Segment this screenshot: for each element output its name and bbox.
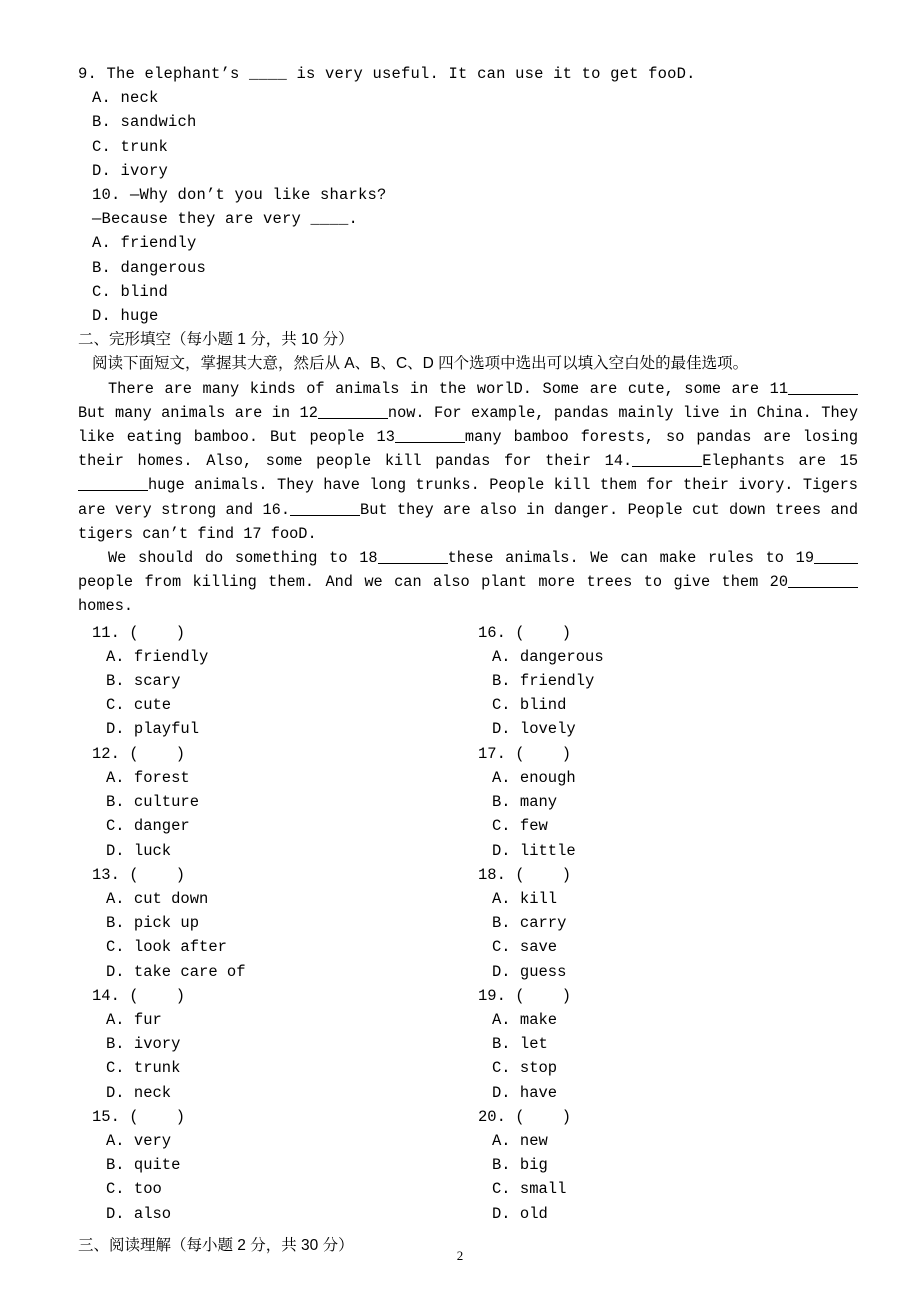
cloze-12-option-d: D. luck <box>106 841 172 860</box>
cloze-19-option-b: B. let <box>492 1035 548 1054</box>
passage-text-6: huge animals. They have long trunks. People kill them for their ivory. Tigers are very strong and 16. <box>78 476 858 519</box>
cloze-15-option-a: A. very <box>106 1131 172 1150</box>
cloze-options-left-column <box>78 621 468 1226</box>
cloze-14-option-c: C. trunk <box>106 1059 181 1078</box>
cloze-passage-paragraph-1 <box>62 377 858 546</box>
cloze-20-option-b: B. big <box>492 1156 548 1175</box>
passage-blank-16 <box>290 515 360 516</box>
passage-text-1: There are many kinds of animals in the worlD. Some are cute, some are 11 <box>108 379 788 398</box>
question-10-option-c: C. blind <box>92 282 169 301</box>
cloze-20-option-d: D. old <box>492 1204 548 1223</box>
cloze-17-option-a: A. enough <box>492 768 576 787</box>
passage-text-10: people from killing them. And we can also plant more trees to give them 20 <box>78 573 788 592</box>
cloze-16-option-b: B. friendly <box>492 672 595 691</box>
cloze-14-option-b: B. ivory <box>106 1035 181 1054</box>
passage-text-5: Elephants are 15 <box>702 452 858 471</box>
cloze-18-option-a: A. kill <box>492 889 558 908</box>
cloze-options-columns <box>62 621 858 1226</box>
page-number: 2 <box>456 1248 464 1263</box>
passage-text-4: many bamboo forests, so pandas are losing their homes. Also, some people kill pandas for their 14. <box>78 428 858 471</box>
cloze-question-13-number: 13. ( ) <box>92 865 186 884</box>
cloze-19-option-c: C. stop <box>492 1059 558 1078</box>
section-2-instruction: 阅读下面短文，掌握其大意，然后从 A、B、C、D 四个选项中选出可以填入空白处的最佳选项。 <box>92 355 749 373</box>
question-10-option-d: D. huge <box>92 307 159 326</box>
cloze-17-option-b: B. many <box>492 793 558 812</box>
cloze-question-20-number: 20. ( ) <box>478 1107 572 1126</box>
passage-blank-20 <box>788 587 858 588</box>
cloze-11-option-d: D. playful <box>106 720 200 739</box>
cloze-16-option-c: C. blind <box>492 696 567 715</box>
cloze-18-option-c: C. save <box>492 938 558 957</box>
cloze-11-option-a: A. friendly <box>106 647 209 666</box>
passage-text-2: But many animals are in 12 <box>78 403 318 422</box>
cloze-17-option-c: C. few <box>492 817 548 836</box>
passage-text-9: these animals. We can make rules to 19 <box>447 549 815 568</box>
question-9-stem: 9. The elephant’s ____ is very useful. It can use it to get fooD. <box>78 65 696 83</box>
cloze-question-16-number: 16. ( ) <box>478 623 572 642</box>
passage-text-8: We should do something to 18 <box>108 549 378 568</box>
passage-text-11: homes. <box>78 597 134 616</box>
passage-blank-19 <box>814 563 858 564</box>
cloze-19-option-a: A. make <box>492 1010 558 1029</box>
passage-text-3: now. For example, pandas mainly live in China. They like eating bamboo. But people 13 <box>78 403 858 447</box>
cloze-18-option-b: B. carry <box>492 914 567 933</box>
question-9-option-b: B. sandwich <box>92 113 197 132</box>
question-10-stem: 10. —Why don’t you like sharks? <box>92 186 387 205</box>
cloze-passage-paragraph-2 <box>62 546 858 619</box>
cloze-12-option-b: B. culture <box>106 793 200 812</box>
cloze-15-option-d: D. also <box>106 1204 172 1223</box>
passage-blank-18 <box>378 563 448 564</box>
cloze-15-option-b: B. quite <box>106 1156 181 1175</box>
question-9-option-d: D. ivory <box>92 161 169 180</box>
cloze-question-19-number: 19. ( ) <box>478 986 572 1005</box>
passage-blank-11 <box>788 394 858 395</box>
question-9-option-a: A. neck <box>92 89 159 108</box>
question-10-stem-line2: —Because they are very ____. <box>92 210 359 229</box>
cloze-question-15-number: 15. ( ) <box>92 1107 186 1126</box>
passage-blank-14 <box>632 466 702 467</box>
passage-text-7: But they are also in danger. People cut down trees and tigers can’t find 17 fooD. <box>78 500 859 543</box>
cloze-question-17-number: 17. ( ) <box>478 744 572 763</box>
passage-blank-15 <box>78 490 148 491</box>
cloze-question-18-number: 18. ( ) <box>478 865 572 884</box>
cloze-17-option-d: D. little <box>492 841 576 860</box>
cloze-12-option-c: C. danger <box>106 817 190 836</box>
cloze-14-option-d: D. neck <box>106 1083 172 1102</box>
cloze-options-right-column <box>468 621 858 1226</box>
cloze-question-12-number: 12. ( ) <box>92 744 186 763</box>
cloze-11-option-b: B. scary <box>106 672 181 691</box>
cloze-13-option-d: D. take care of <box>106 962 246 981</box>
cloze-13-option-c: C. look after <box>106 938 227 957</box>
question-9-option-c: C. trunk <box>92 137 169 156</box>
passage-blank-12 <box>318 418 388 419</box>
cloze-16-option-d: D. lovely <box>492 720 576 739</box>
question-10-option-a: A. friendly <box>92 234 197 253</box>
cloze-question-14-number: 14. ( ) <box>92 986 186 1005</box>
cloze-20-option-c: C. small <box>492 1180 567 1199</box>
cloze-13-option-b: B. pick up <box>106 914 200 933</box>
cloze-11-option-c: C. cute <box>106 696 172 715</box>
cloze-13-option-a: A. cut down <box>106 889 209 908</box>
section-2-heading: 二、完形填空（每小题 1 分，共 10 分） <box>78 331 354 349</box>
section-3-heading: 三、阅读理解（每小题 2 分，共 30 分） <box>78 1236 354 1254</box>
cloze-15-option-c: C. too <box>106 1180 162 1199</box>
cloze-16-option-a: A. dangerous <box>492 647 604 666</box>
passage-blank-13 <box>395 442 465 443</box>
question-10-option-b: B. dangerous <box>92 258 207 277</box>
cloze-14-option-a: A. fur <box>106 1010 162 1029</box>
cloze-18-option-d: D. guess <box>492 962 567 981</box>
cloze-19-option-d: D. have <box>492 1083 558 1102</box>
cloze-12-option-a: A. forest <box>106 768 190 787</box>
cloze-question-11-number: 11. ( ) <box>92 623 186 642</box>
cloze-20-option-a: A. new <box>492 1131 548 1150</box>
